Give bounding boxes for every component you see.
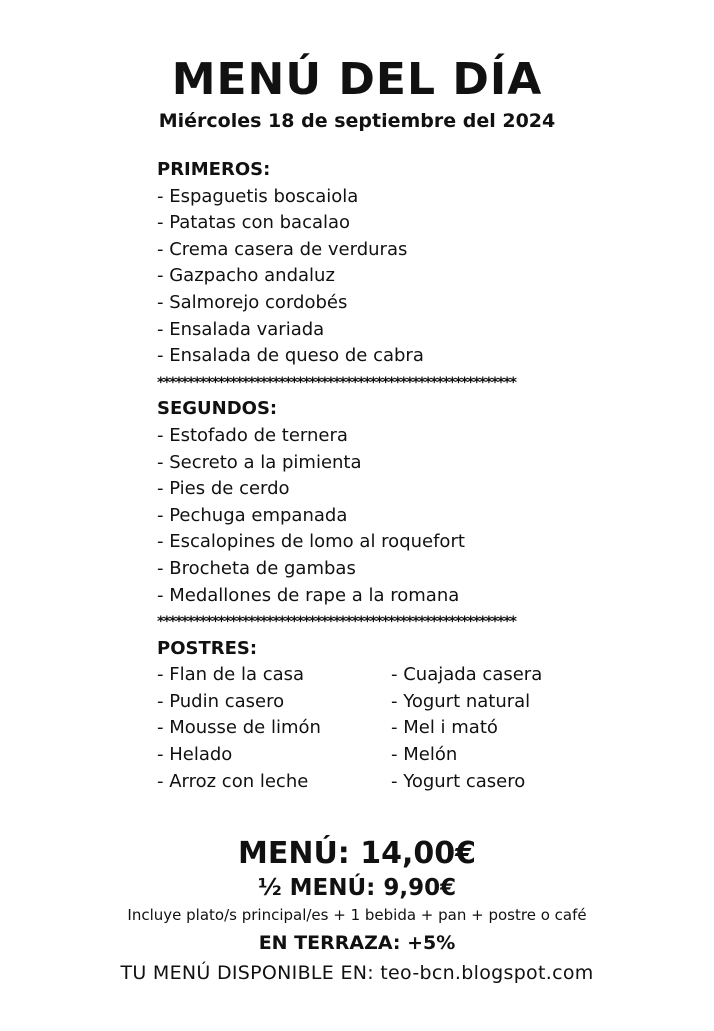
- menu-body: [157, 157, 677, 795]
- postres-right-column: [391, 662, 625, 795]
- menu-title: MENÚ DEL DÍA: [171, 54, 543, 105]
- primeros-item: - Gazpacho andaluz: [157, 265, 335, 287]
- postres-item: - Mel i mató: [391, 717, 498, 739]
- primeros-item: - Espaguetis boscaiola: [157, 185, 359, 207]
- section-separator: ***********************************************************: [157, 614, 516, 631]
- postres-left-column: [157, 662, 391, 795]
- primeros-heading: PRIMEROS:: [157, 159, 271, 180]
- postres-item: - Pudin casero: [157, 690, 285, 712]
- menu-price: MENÚ: 14,00€: [237, 836, 477, 871]
- primeros-item: - Ensalada variada: [157, 318, 325, 340]
- postres-item: - Helado: [157, 744, 233, 766]
- primeros-item: - Ensalada de queso de cabra: [157, 345, 424, 367]
- website-note: TU MENÚ DISPONIBLE EN: teo-bcn.blogspot.com: [120, 962, 594, 984]
- segundos-heading: SEGUNDOS:: [157, 398, 278, 420]
- postres-item: - Flan de la casa: [157, 664, 305, 686]
- segundos-item: - Escalopines de lomo al roquefort: [157, 531, 465, 553]
- postres-item: - Arroz con leche: [157, 770, 309, 792]
- postres-heading: POSTRES:: [157, 637, 258, 659]
- postres-item: - Cuajada casera: [391, 664, 543, 686]
- postres-item: - Melón: [391, 744, 458, 766]
- postres-item: - Yogurt casero: [391, 770, 526, 792]
- menu-date: Miércoles 18 de septiembre del 2024: [158, 110, 556, 132]
- primeros-item: - Patatas con bacalao: [157, 212, 351, 234]
- terrace-surcharge: EN TERRAZA: +5%: [258, 932, 456, 954]
- primeros-item: - Salmorejo cordobés: [157, 291, 348, 313]
- segundos-item: - Pies de cerdo: [157, 478, 290, 500]
- postres-item: - Mousse de limón: [157, 717, 321, 739]
- primeros-item: - Crema casera de verduras: [157, 238, 408, 260]
- postres-item: - Yogurt natural: [391, 690, 531, 712]
- segundos-item: - Pechuga empanada: [157, 504, 348, 526]
- segundos-item: - Secreto a la pimienta: [157, 451, 362, 473]
- half-menu-price: ½ MENÚ: 9,90€: [257, 875, 457, 901]
- segundos-item: - Estofado de ternera: [157, 424, 348, 446]
- segundos-item: - Brocheta de gambas: [157, 557, 356, 579]
- includes-note: Incluye plato/s principal/es + 1 bebida + pan + postre o café: [127, 906, 587, 924]
- postres-columns: [157, 662, 677, 795]
- segundos-item: - Medallones de rape a la romana: [157, 584, 460, 606]
- section-separator: ***********************************************************: [157, 374, 516, 391]
